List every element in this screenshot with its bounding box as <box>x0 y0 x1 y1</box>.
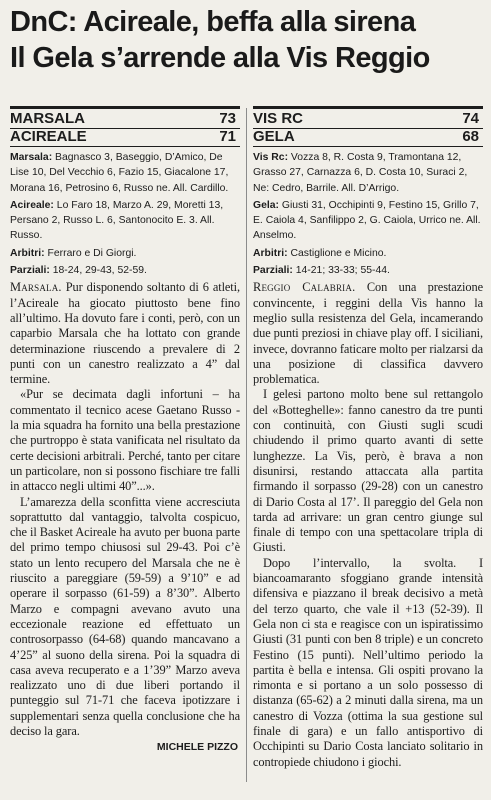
dateline: Marsala. <box>10 280 62 295</box>
team-name: VIS RC <box>253 110 304 127</box>
box-label: Arbitri: <box>253 247 288 259</box>
team-score: 74 <box>462 110 479 127</box>
box-text: Castiglione e Micino. <box>287 247 387 259</box>
box-label: Gela: <box>253 199 279 211</box>
article-marsala-acireale <box>10 106 240 753</box>
article-body <box>10 280 240 739</box>
partial-scores <box>253 263 483 278</box>
article-visrc-gela <box>253 106 483 770</box>
box-text: 14-21; 33-33; 55-44. <box>292 265 390 277</box>
paragraph: Marsala. Pur disponendo soltanto di 6 atleti, l’Acireale ha giocato piuttosto bene fino all’ultimo. Ha dovuto fare i conti, però, con un caparbio Marsala che ha lottato con grande determinazione riuscendo a prevalere di 2 punti con un canestro realizzato a 4” dal termine. <box>10 280 240 387</box>
score-rule-bottom <box>253 146 483 147</box>
team-name: MARSALA <box>10 110 85 127</box>
score-row-away <box>253 129 483 145</box>
column-divider <box>246 108 247 782</box>
team-score: 68 <box>462 128 479 145</box>
paragraph: «Pur se decimata dagli infortuni – ha commentato il tecnico acese Gaetano Russo - la mia squadra ha fornito una bella prestazione che purtroppo è stata vanificata nel risultato da certe decisioni arbitrali. Perché, tanto per citare un particolare, non si possono fischiare tre falli in attacco negli ultimi 40”...». <box>10 387 240 494</box>
box-text: Ferraro e Di Giorgi. <box>44 247 137 259</box>
referees <box>253 246 483 261</box>
partial-scores <box>10 263 240 278</box>
score-rule-top <box>253 106 483 109</box>
box-label: Vis Rc: <box>253 152 289 163</box>
box-text: Giusti 31, Occhipinti 9, Festino 15, Grillo 7, E. Caiola 4, Sanfilippo 2, G. Caiola, Urrico ne. All. Anselmo. <box>253 199 481 242</box>
team-score: 73 <box>219 110 236 127</box>
headline-line-1: DnC: Acireale, beffa alla sirena <box>10 6 416 38</box>
team-name: ACIREALE <box>10 128 87 145</box>
team-score: 71 <box>219 128 236 145</box>
box-text: 18-24, 29-43, 52-59. <box>49 265 147 277</box>
paragraph: Reggio Calabria. Con una prestazione convincente, i reggini della Vis hanno la meglio sulla resistenza del Gela, incamerando due punti preziosi in chiave play off. I siciliani, invece, dovranno faticare molto per rialzarsi da una posizione di classifica davvero problematica. <box>253 280 483 387</box>
scoreboard <box>253 111 483 147</box>
score-row-away <box>10 129 240 145</box>
box-score-away <box>10 198 240 244</box>
dateline: Reggio Calabria. <box>253 280 356 295</box>
headline-line-2: Il Gela s’arrende alla Vis Reggio <box>10 42 430 74</box>
box-label: Parziali: <box>10 265 50 277</box>
score-row-home <box>10 111 240 127</box>
paragraph: I gelesi partono molto bene sul rettangolo del «Botteghelle»: fanno canestro da tre punti con continuità, con Giusti sugli scudi chiudendo il primo quarto avanti di sette lunghezze. La Vis, però, è brava a non disunirsi, restando attaccata alla partita firmando il sorpasso (29-28) con un canestro di Dario Costa al 17’. Il pareggio del Gela non tarda ad arrivare: un gran centro giunge sul finale di tempo con una spettacolare tripla di Giusti. <box>253 387 483 555</box>
byline: MICHELE PIZZO <box>156 741 238 754</box>
box-text: Bagnasco 3, Baseggio, D’Amico, De Lise 10, Del Vecchio 6, Fazio 15, Giacalone 17, Morana 16, Petrosino 6, Russo ne. All. Cardillo. <box>10 152 229 194</box>
box-label: Arbitri: <box>10 247 45 259</box>
box-label: Marsala: <box>10 152 53 163</box>
box-label: Acireale: <box>10 199 54 211</box>
box-score-home <box>253 150 483 196</box>
box-score-away <box>253 198 483 244</box>
referees <box>10 246 240 261</box>
score-row-home <box>253 111 483 127</box>
scoreboard <box>10 111 240 147</box>
box-score-home <box>10 150 240 196</box>
box-text: Vozza 8, R. Costa 9, Tramontana 12, Grasso 27, Carnazza 6, D. Costa 10, Suraci 2, Ne: Cedro, Barrile. All. D’Arrigo. <box>253 152 468 194</box>
team-name: GELA <box>253 128 295 145</box>
paragraph: Dopo l’intervallo, la svolta. I biancoamaranto sfoggiano grande intensità difensiva e piazzano il break decisivo a metà del terzo quarto, che vale il +13 (52-39). Il Gela non ci sta e reagisce con un ispiratissimo Giusti (31 punti con ben 8 triple) e un concreto Festino (15 punti). Nell’ultimo periodo la partita è bella e intensa. Gli ospiti provano la rimonta e si portano a un solo possesso di distanza (65-62) a 2 minuti dalla sirena, ma un canestro di Vozza (ottima la sua gestione sul finale di gara) e un fallo antisportivo di Occhipinti su Dario Costa lanciato solitario in contropiede chiudono i giochi. <box>253 555 483 769</box>
score-rule-bottom <box>10 146 240 147</box>
score-rule-top <box>10 106 240 109</box>
paragraph: L’amarezza della sconfitta viene accresciuta soprattutto dal vantaggio, talvolta cospicuo, che il Basket Acireale ha avuto per buona parte del primo tempo chiusosi sul 29-43. Poi c’è stato un lento recupero del Marsala che ne è riuscito a pareggiare (59-59) a 9’10” e ad operare il sorpasso (61-59) a 8’30”. Alberto Marzo e compagni avevano avuto una eccezionale reazione ed effettuato un controsorpasso (64-68) quando mancavano a 4’25” al suono della sirena. Poi la squadra di casa aveva recuperato e a 1’39” Marzo aveva realizzato uno di due liberi portando il punteggio sul 71-71 che faceva ipotizzare i supplementari senza quella conclusione che ha deciso la gara. <box>10 494 240 738</box>
article-body <box>253 280 483 770</box>
box-text: Lo Faro 18, Marzo A. 29, Moretti 13, Persano 2, Russo L. 6, Santonocito E. 3. All. Russo. <box>10 199 224 242</box>
box-label: Parziali: <box>253 265 293 277</box>
